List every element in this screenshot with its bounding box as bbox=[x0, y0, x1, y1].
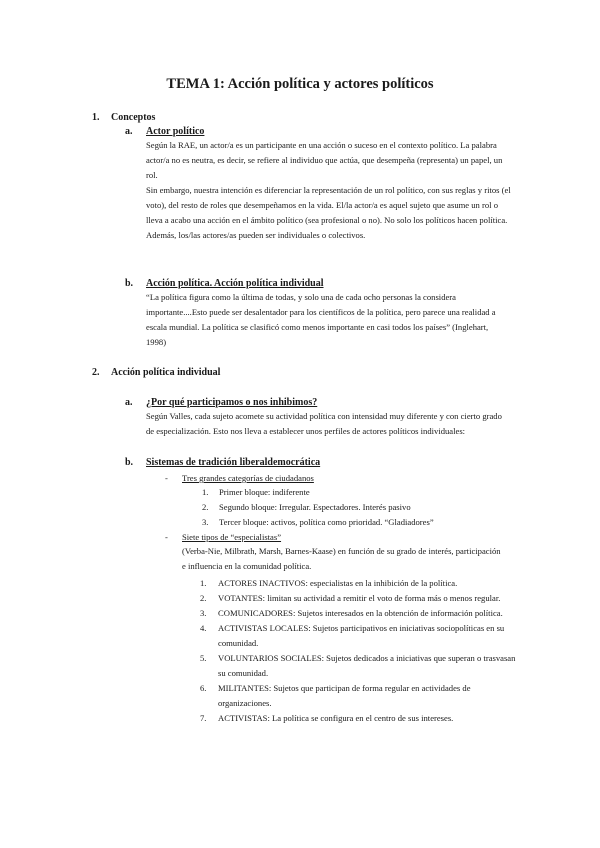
item-number: 2. bbox=[200, 593, 207, 603]
paragraph: Según Valles, cada sujeto acomete su actividad política con intensidad muy diferente y con cierto grado de especialización. Esto nos lleva a establecer unos perfiles de actores políticos individuales: bbox=[146, 411, 502, 436]
paragraph: “La política figura como la última de todas, y solo una de cada ocho personas la considera importante....Esto puede ser desalentador para los científicos de la política, pero parece una realidad a escala mundial. La política se clasificó como menos importante en casi todos los países” (Inglehart, 1998) bbox=[146, 292, 496, 347]
list-item bbox=[200, 621, 518, 651]
section-title: Conceptos bbox=[111, 112, 156, 123]
item-number: 1. bbox=[202, 487, 209, 497]
item-text: Tercer bloque: activos, política como prioridad. “Gladiadores” bbox=[219, 517, 434, 527]
bullet-dash: - bbox=[165, 532, 168, 542]
item-text: ACTORES INACTIVOS: especialistas en la inhibición de la política. bbox=[218, 578, 458, 588]
accion-politica-quote bbox=[146, 290, 508, 350]
item-text: ACTIVISTAS: La política se configura en el centro de sus intereses. bbox=[218, 713, 454, 723]
categorias-list bbox=[202, 485, 502, 530]
subsection-title: Acción política. Acción política individual bbox=[146, 278, 324, 289]
list-item bbox=[200, 681, 518, 711]
bullet-dash: - bbox=[165, 473, 168, 483]
especialistas-list bbox=[200, 576, 518, 726]
item-number: 6. bbox=[200, 683, 207, 693]
item-number: 2. bbox=[202, 502, 209, 512]
item-number: 3. bbox=[200, 608, 207, 618]
subsection-heading-sistemas bbox=[125, 457, 425, 471]
actor-politico-body bbox=[146, 138, 514, 243]
list-item bbox=[200, 651, 518, 681]
subsection-letter: b. bbox=[125, 457, 134, 468]
section-title: Acción política individual bbox=[111, 367, 221, 378]
section-heading-accion-individual bbox=[92, 367, 392, 381]
paragraph: (Verba-Nie, Milbrath, Marsh, Barnes-Kaase) en función de su grado de interés, participación e influencia en la comunidad política. bbox=[182, 546, 501, 571]
paragraph: Sin embargo, nuestra intención es diferenciar la representación de un rol político, con sus reglas y ritos (el voto), del resto de roles que desempeñamos en la vida. El/la actor/a es aquel sujeto que asume un rol o lleva a acabo una acción en el ámbito político (sea profesional o no). No solo los políticos hacen política. bbox=[146, 185, 511, 225]
item-number: 7. bbox=[200, 713, 207, 723]
bullet-siete-tipos bbox=[165, 532, 465, 544]
item-text: VOLUNTARIOS SOCIALES: Sujetos dedicados a iniciativas que superan o trasvasan su comunidad. bbox=[218, 653, 516, 678]
subsection-letter: b. bbox=[125, 278, 134, 289]
list-item bbox=[200, 606, 518, 621]
list-item bbox=[200, 576, 518, 591]
subsection-letter: a. bbox=[125, 397, 133, 408]
subsection-title: Actor político bbox=[146, 126, 205, 137]
subsection-title: ¿Por qué participamos o nos inhibimos? bbox=[146, 397, 318, 408]
por-que-participamos-body bbox=[146, 409, 502, 439]
section-number: 2. bbox=[92, 367, 100, 378]
section-heading-conceptos bbox=[92, 112, 392, 126]
bullet-title: Tres grandes categorías de ciudadanos bbox=[182, 473, 314, 483]
list-item bbox=[202, 485, 502, 500]
siete-tipos-intro bbox=[182, 544, 502, 574]
item-number: 5. bbox=[200, 653, 207, 663]
bullet-title: Siete tipos de “especialistas” bbox=[182, 532, 282, 542]
item-number: 3. bbox=[202, 517, 209, 527]
bullet-tres-categorias bbox=[165, 473, 465, 485]
item-text: VOTANTES: limitan su actividad a remitir el voto de forma más o menos regular. bbox=[218, 593, 501, 603]
document-title: TEMA 1: Acción política y actores políticos bbox=[166, 76, 434, 92]
subsection-letter: a. bbox=[125, 126, 133, 137]
item-number: 1. bbox=[200, 578, 207, 588]
item-text: ACTIVISTAS LOCALES: Sujetos participativos en iniciativas sociopolíticas en su comunidad. bbox=[218, 623, 505, 648]
item-number: 4. bbox=[200, 623, 207, 633]
item-text: COMUNICADORES: Sujetos interesados en la obtención de información política. bbox=[218, 608, 503, 618]
paragraph: Según la RAE, un actor/a es un participante en una acción o suceso en el contexto político. La palabra actor/a no es neutra, es decir, se refiere al individuo que actúa, que desempeña (representa) un papel, un rol. bbox=[146, 140, 503, 180]
item-text: Segundo bloque: Irregular. Espectadores. Interés pasivo bbox=[219, 502, 411, 512]
list-item bbox=[202, 500, 502, 515]
subsection-title: Sistemas de tradición liberaldemocrática bbox=[146, 457, 321, 468]
section-number: 1. bbox=[92, 112, 100, 123]
item-text: MILITANTES: Sujetos que participan de forma regular en actividades de organizaciones. bbox=[218, 683, 471, 708]
item-text: Primer bloque: indiferente bbox=[219, 487, 310, 497]
list-item bbox=[202, 515, 502, 530]
list-item bbox=[200, 591, 518, 606]
list-item bbox=[200, 711, 518, 726]
paragraph: Además, los/las actores/as pueden ser individuales o colectivos. bbox=[146, 230, 366, 240]
